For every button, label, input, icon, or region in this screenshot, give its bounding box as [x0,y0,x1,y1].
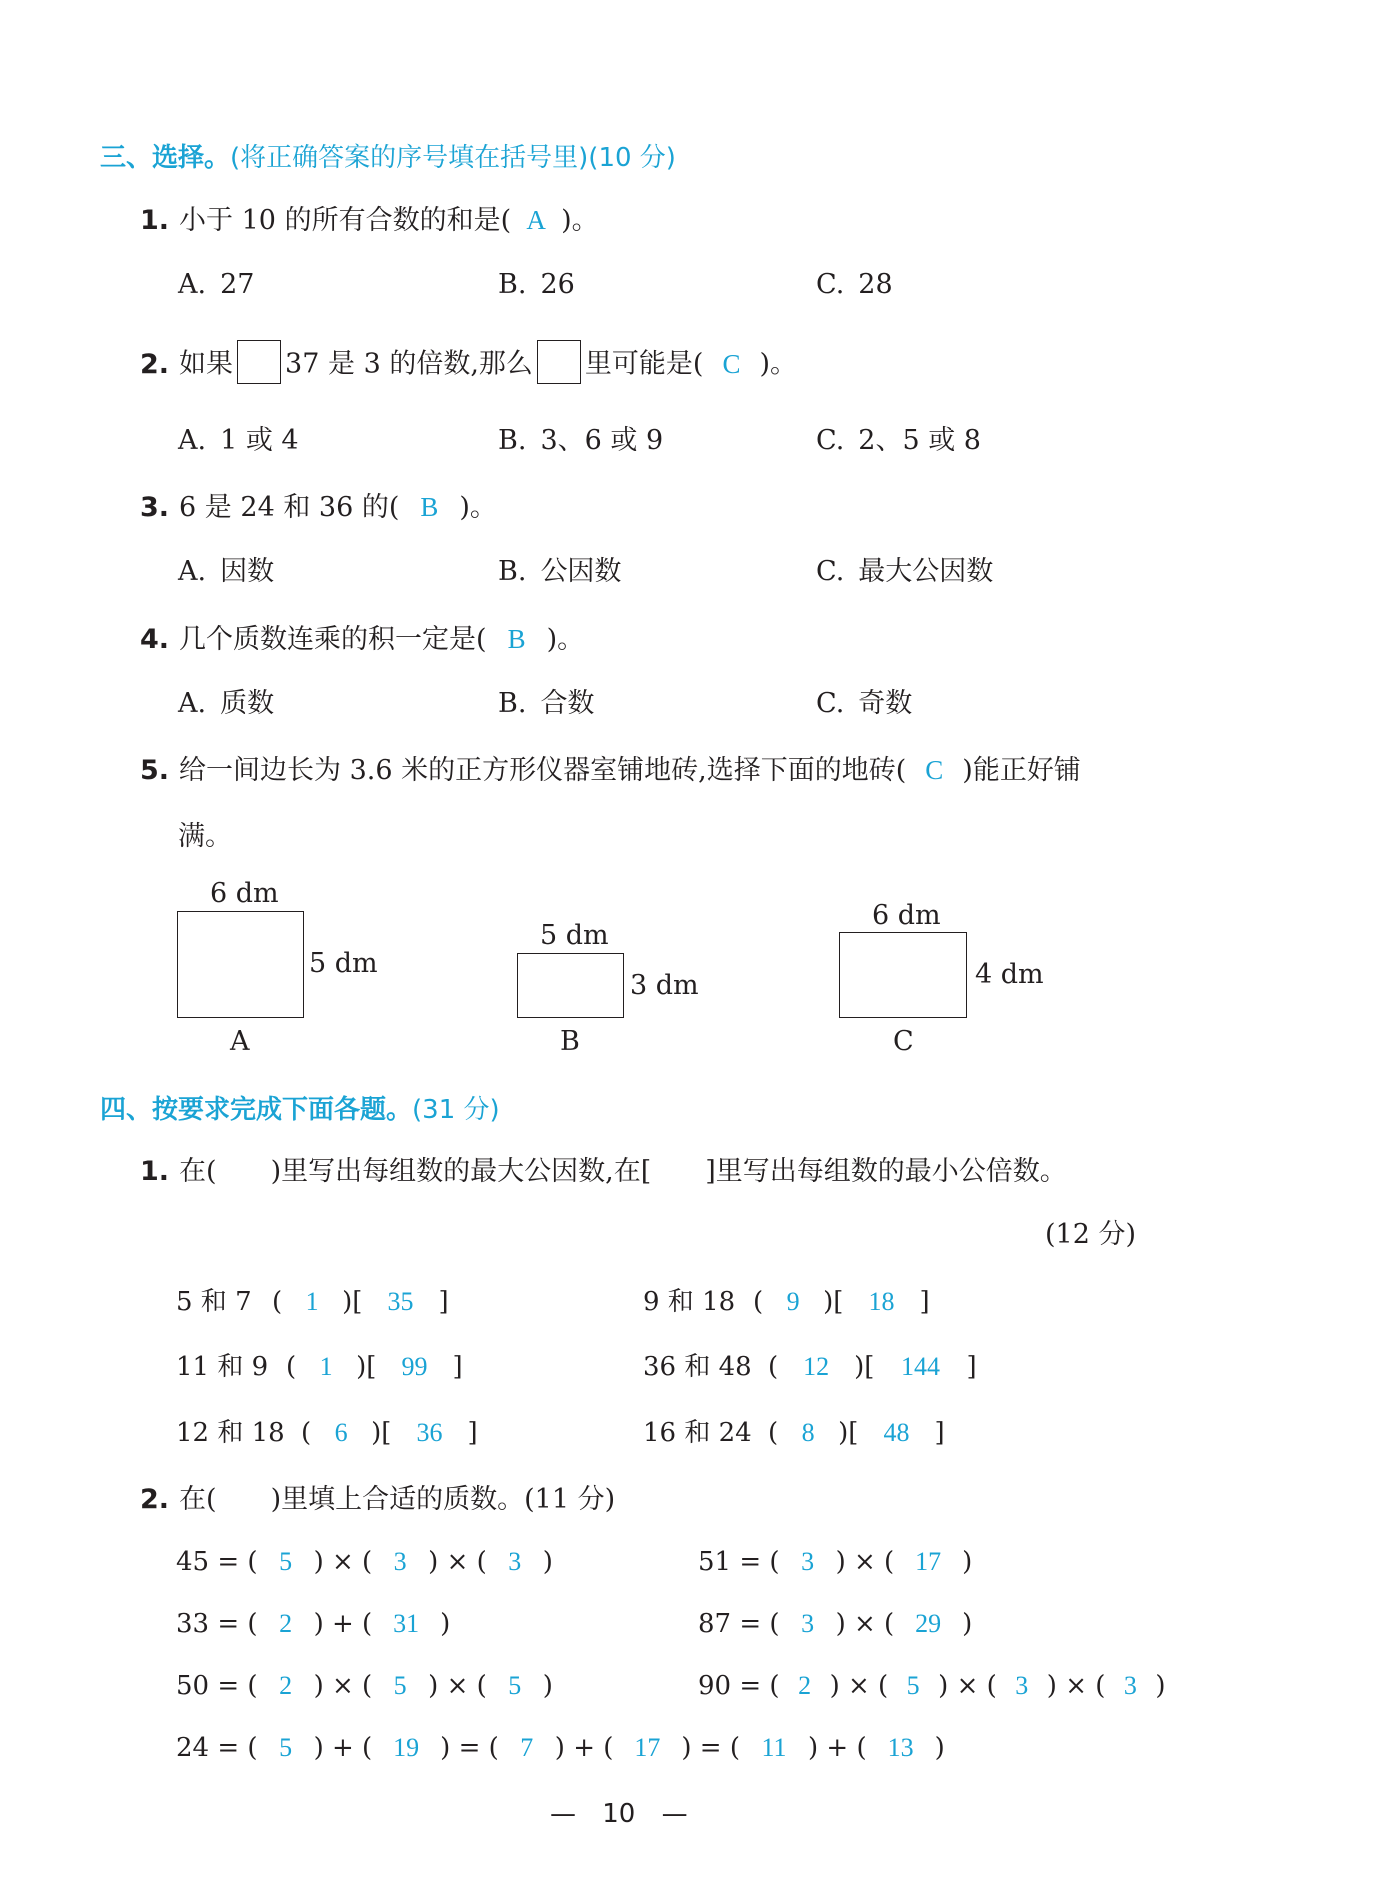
equation-lhs: 90 = [698,1671,762,1701]
tile-c-height: 4 dm [975,959,1044,990]
option-4a [178,687,274,721]
question-text-end: )。 [561,205,599,236]
question-number: 1. [140,205,170,236]
option-label: B. [498,425,527,456]
gcd-lcm-row: 16 和 24 ( 8 )[ 48 ] [643,1418,945,1448]
question-number: 4. [140,624,170,655]
lcm-answer: 99 [401,1352,428,1381]
section4-note: (31 分) [412,1095,500,1125]
equation-lhs: 51 = [698,1547,762,1577]
question-number: 1. [140,1156,170,1187]
tile-c-width: 6 dm [872,900,941,931]
lcm-answer: 35 [387,1287,414,1316]
number-pair: 9 和 18 [643,1287,736,1317]
question-text-end: )能正好铺 [962,755,1081,786]
equation-50: 50 = ( 2 ) × ( 5 ) × ( 5 ) [176,1671,553,1701]
addend-answer: 13 [887,1733,914,1762]
tile-c-rect [839,932,967,1018]
lcm-answer: 144 [900,1352,940,1381]
factor-answer: 5 [279,1547,293,1576]
addend-answer: 17 [634,1733,661,1762]
tile-b-width: 5 dm [540,920,609,951]
option-label: A. [178,425,207,456]
page-number: 10 [602,1799,636,1829]
answer-value: C [925,755,944,785]
answer-value: A [526,205,546,235]
section3-title-text: 三、选择。 [100,143,231,173]
answer-value: C [722,348,741,379]
question-text: 在( )里写出每组数的最大公因数,在[ ]里写出每组数的最小公倍数。 [179,1156,1067,1187]
s4-question-2 [140,1483,615,1517]
option-3a [178,555,274,589]
gcd-lcm-row: 9 和 18 ( 9 )[ 18 ] [643,1287,930,1317]
option-1c [816,268,893,302]
equation-24: 24 = ( 5 ) + ( 19 ) = ( 7 ) + ( 17 ) = ( 11 ) + ( 13 ) [176,1733,945,1763]
option-4c [816,687,912,721]
gcd-answer: 1 [305,1287,319,1316]
section4-title [100,1089,500,1126]
option-text: 3、6 或 9 [540,425,664,456]
option-text: 28 [858,269,893,300]
question-text: 如果 [179,348,234,380]
page-footer [550,1799,688,1829]
question-5 [140,753,1081,788]
answer-value: B [507,624,526,654]
equation-lhs: 50 = [176,1671,240,1701]
option-text: 2、5 或 8 [858,425,981,456]
question-text-end: )。 [459,492,497,523]
lcm-answer: 18 [868,1287,895,1316]
equation-lhs: 33 = [176,1609,240,1639]
option-4b [498,687,594,721]
section3-note: (将正确答案的序号填在括号里)(10 分) [230,143,676,173]
gcd-answer: 1 [319,1352,333,1381]
question-text: 小于 10 的所有合数的和是( [179,205,512,236]
question-text: 在( )里填上合适的质数。(11 分) [179,1484,616,1515]
equation-87: 87 = ( 3 ) × ( 29 ) [698,1609,973,1639]
question-number: 3. [140,492,170,523]
option-label: C. [816,269,845,300]
question-5-line2: 满。 [178,821,232,852]
factor-answer: 17 [915,1547,942,1576]
tile-c-label: C [893,1026,914,1057]
blank-box [537,340,581,384]
question-text-end: )。 [546,624,585,655]
question-number: 5. [140,755,170,786]
question-number: 2. [140,348,170,380]
option-1a [178,268,254,302]
option-text: 26 [540,269,575,300]
addend-answer: 5 [279,1733,293,1762]
option-2b [498,424,663,458]
gcd-answer: 9 [786,1287,800,1316]
factor-answer: 5 [508,1671,522,1700]
factor-answer: 5 [393,1671,407,1700]
equation-45: 45 = ( 5 ) × ( 3 ) × ( 3 ) [176,1547,553,1577]
tile-a-height: 5 dm [309,948,378,979]
question-text: 6 是 24 和 36 的( [179,492,400,523]
option-2a [178,424,299,458]
question-text-mid: 37 是 3 的倍数,那么 [285,348,533,380]
option-label: A. [178,556,207,587]
gcd-answer: 8 [801,1418,815,1447]
option-text: 公因数 [540,556,622,587]
gcd-lcm-row: 36 和 48 ( 12 )[ 144 ] [643,1352,977,1382]
gcd-lcm-row: 11 和 9 ( 1 )[ 99 ] [176,1352,463,1382]
factor-answer: 3 [801,1609,815,1638]
factor-answer: 29 [915,1609,942,1638]
section4-title-text: 四、按要求完成下面各题。 [100,1095,413,1125]
tile-a-label: A [230,1026,250,1057]
answer-value: B [420,492,439,522]
question-text: 几个质数连乘的积一定是( [179,624,487,655]
option-label: A. [178,688,207,719]
option-text: 奇数 [858,688,913,719]
number-pair: 16 和 24 [643,1418,752,1448]
addend-answer: 31 [393,1609,420,1638]
question-1 [140,203,599,238]
option-label: A. [178,269,207,300]
addend-answer: 11 [761,1733,787,1762]
factor-answer: 5 [906,1671,920,1700]
question-text-mid2: 里可能是( [584,348,704,380]
number-pair: 11 和 9 [176,1352,269,1382]
tile-b-rect [517,953,624,1018]
blank-box [237,340,281,384]
s4-question-1 [140,1155,1067,1189]
question-text-end: )。 [759,348,798,380]
option-label: B. [498,269,527,300]
footer-dash-left: — [550,1799,576,1829]
equation-lhs: 24 = [176,1733,240,1763]
option-3c [816,555,993,589]
question-4 [140,622,584,657]
factor-answer: 2 [798,1671,812,1700]
equation-lhs: 45 = [176,1547,240,1577]
option-label: B. [498,688,527,719]
option-label: B. [498,556,527,587]
s4-q1-score: (12 分) [1045,1219,1137,1250]
gcd-lcm-row: 12 和 18 ( 6 )[ 36 ] [176,1418,478,1448]
number-pair: 36 和 48 [643,1352,752,1382]
equation-51: 51 = ( 3 ) × ( 17 ) [698,1547,973,1577]
addend-answer: 19 [393,1733,420,1762]
option-text: 最大公因数 [858,556,994,587]
gcd-lcm-row: 5 和 7 ( 1 )[ 35 ] [176,1287,449,1317]
addend-answer: 7 [520,1733,534,1762]
option-text: 合数 [540,688,595,719]
gcd-answer: 6 [334,1418,348,1447]
number-pair: 5 和 7 [176,1287,252,1317]
addend-answer: 2 [279,1609,293,1638]
option-label: C. [816,688,845,719]
tile-b-label: B [560,1026,580,1057]
factor-answer: 3 [1015,1671,1029,1700]
tile-a-rect [177,911,304,1018]
equation-lhs: 87 = [698,1609,762,1639]
question-text: 给一间边长为 3.6 米的正方形仪器室铺地砖,选择下面的地砖( [179,755,907,786]
equation-90: 90 = ( 2 ) × ( 5 ) × ( 3 ) × ( 3 ) [698,1671,1166,1701]
factor-answer: 2 [279,1671,293,1700]
question-3 [140,490,497,525]
option-text: 1 或 4 [220,425,299,456]
section3-title [100,137,676,174]
option-text: 因数 [220,556,275,587]
lcm-answer: 36 [416,1418,443,1447]
lcm-answer: 48 [883,1418,910,1447]
option-text: 质数 [220,688,275,719]
factor-answer: 3 [1123,1671,1137,1700]
option-2c [816,424,981,458]
factor-answer: 3 [801,1547,815,1576]
tile-a-width: 6 dm [210,878,279,909]
question-2 [140,346,797,384]
option-text: 27 [220,269,255,300]
option-label: C. [816,556,845,587]
question-number: 2. [140,1484,170,1515]
option-1b [498,268,575,302]
gcd-answer: 12 [803,1352,830,1381]
equation-33: 33 = ( 2 ) + ( 31 ) [176,1609,451,1639]
option-3b [498,555,621,589]
factor-answer: 3 [393,1547,407,1576]
factor-answer: 3 [508,1547,522,1576]
number-pair: 12 和 18 [176,1418,285,1448]
footer-dash-right: — [661,1799,688,1829]
option-label: C. [816,425,845,456]
tile-b-height: 3 dm [630,970,699,1001]
